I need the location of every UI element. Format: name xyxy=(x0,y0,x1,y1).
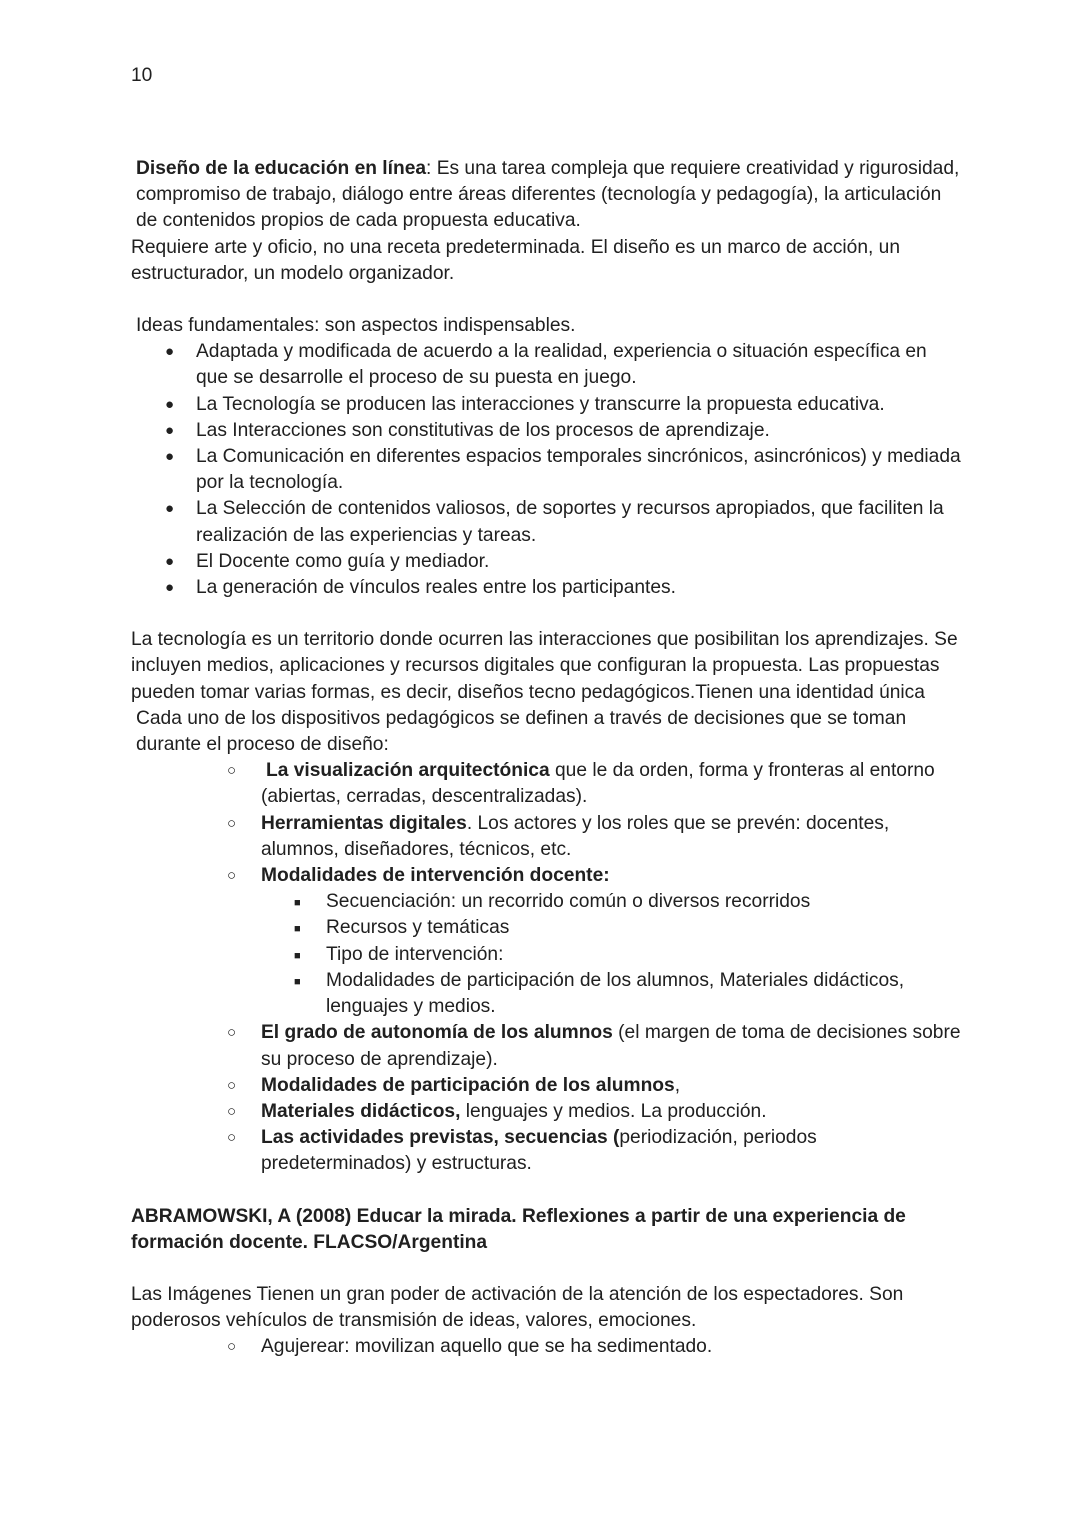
devices-paragraph: Cada uno de los dispositivos pedagógicos se definen a través de decisiones que se toman durante el proceso de diseño: xyxy=(136,707,907,756)
section-design-title: Diseño de la educación en línea xyxy=(136,158,427,179)
list-item: ● La Tecnología se producen las interacciones y transcurre la propuesta educativa. xyxy=(131,392,961,418)
list-item: ● El Docente como guía y mediador. xyxy=(131,549,961,575)
decisions-list-continued xyxy=(131,1020,961,1177)
list-item: ● Las Interacciones son constitutivas de los procesos de aprendizaje. xyxy=(131,418,961,444)
list-item: ● La generación de vínculos reales entre los participantes. xyxy=(131,575,961,601)
decisions-list xyxy=(131,758,961,889)
decision-bold: Modalidades de participación de los alumnos xyxy=(261,1074,675,1096)
document-body xyxy=(131,156,961,1361)
list-item: ○ Modalidades de participación de los alumnos, xyxy=(131,1073,961,1099)
list-item: ■ Tipo de intervención: xyxy=(131,942,961,968)
list-item: ○ Las actividades previstas, secuencias (periodización, periodos predeterminados) y estructuras. xyxy=(131,1125,961,1177)
list-item: ○ Materiales didácticos, lenguajes y medios. La producción. xyxy=(131,1099,961,1125)
list-item: ○ La visualización arquitectónica que le da orden, forma y fronteras al entorno (abiertas, cerradas, descentralizadas). xyxy=(131,758,961,810)
list-item: ○ Herramientas digitales. Los actores y los roles que se prevén: docentes, alumnos, diseñadores, técnicos, etc. xyxy=(131,811,961,863)
intervention-sublist xyxy=(131,889,961,1020)
list-item: ○ Agujerear: movilizan aquello que se ha sedimentado. xyxy=(131,1334,961,1360)
reference-heading: ABRAMOWSKI, A (2008) Educar la mirada. Reflexiones a partir de una experiencia de formación docente. FLACSO/Argentina xyxy=(131,1205,906,1253)
list-item: ■ Recursos y temáticas xyxy=(131,915,961,941)
list-item: ○ El grado de autonomía de los alumnos (el margen de toma de decisiones sobre su proceso de aprendizaje). xyxy=(131,1020,961,1072)
decision-bold: La visualización arquitectónica xyxy=(266,760,550,782)
decision-bold: Modalidades de intervención docente: xyxy=(261,865,610,887)
list-item: ● La Selección de contenidos valiosos, de soportes y recursos apropiados, que faciliten la realización de las experiencias y tareas. xyxy=(131,496,961,548)
ideas-intro: Ideas fundamentales: son aspectos indispensables. xyxy=(136,315,576,337)
page-number: 10 xyxy=(131,65,153,86)
decision-bold: Las actividades previstas, secuencias ( xyxy=(261,1127,620,1149)
section-design-text: : Es una tarea compleja que requiere creatividad y rigurosidad, compromiso de trabajo, diálogo entre áreas diferentes (tecnología y pedagogía), la articulación de contenidos propios de cada propuesta educativa. xyxy=(136,158,960,232)
list-item: ■ Secuenciación: un recorrido común o diversos recorridos xyxy=(131,889,961,915)
technology-paragraph: La tecnología es un territorio donde ocurren las interacciones que posibilitan los aprendizajes. Se incluyen medios, aplicaciones y recursos digitales que configuran la propuesta. Las propuestas pueden tomar varias formas, es decir, diseños tecno pedagógicos.Tienen una identidad única xyxy=(131,629,958,703)
decision-bold: Materiales didácticos, xyxy=(261,1100,461,1122)
list-item: ■ Modalidades de participación de los alumnos, Materiales didácticos, lenguajes y medios. xyxy=(131,968,961,1020)
section-design-paragraph xyxy=(131,156,961,235)
images-paragraph: Las Imágenes Tienen un gran poder de activación de la atención de los espectadores. Son poderosos vehículos de transmisión de ideas, valores, emociones. xyxy=(131,1283,904,1332)
section-design-paragraph-2: Requiere arte y oficio, no una receta predeterminada. El diseño es un marco de acción, un estructurador, un modelo organizador. xyxy=(131,236,901,284)
list-item: ● Adaptada y modificada de acuerdo a la realidad, experiencia o situación específica en que se desarrolle el proceso de su puesta en juego. xyxy=(131,339,961,391)
decision-bold: El grado de autonomía de los alumnos xyxy=(261,1022,613,1044)
images-list xyxy=(131,1334,961,1360)
list-item: ● La Comunicación en diferentes espacios temporales sincrónicos, asincrónicos) y mediada por la tecnología. xyxy=(131,444,961,496)
decision-bold: Herramientas digitales xyxy=(261,812,467,834)
list-item xyxy=(131,863,961,889)
ideas-list xyxy=(131,339,961,601)
